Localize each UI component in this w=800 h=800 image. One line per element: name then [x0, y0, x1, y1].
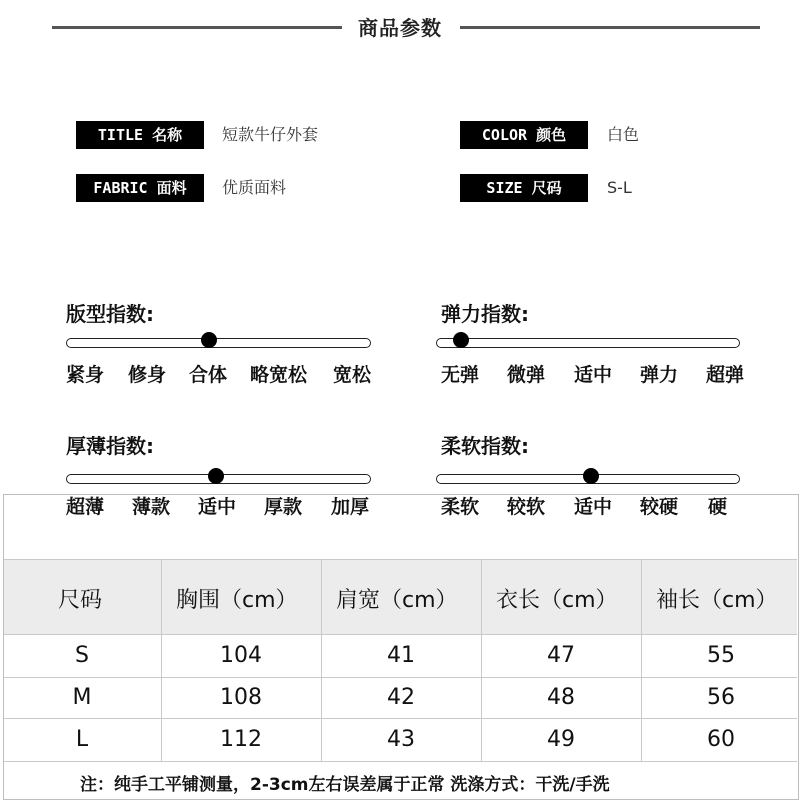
title-label: TITLE 名称	[76, 121, 204, 149]
table-cell: 48	[547, 685, 575, 710]
softness-index-title: 柔软指数:	[441, 434, 529, 458]
table-cell: 42	[387, 685, 415, 710]
table-col-divider	[481, 559, 482, 761]
table-col-divider	[321, 559, 322, 761]
header-divider-right	[460, 26, 760, 29]
table-row-divider	[4, 718, 797, 719]
fit-label-1: 修身	[128, 364, 167, 386]
elasticity-index-title: 弹力指数:	[441, 302, 529, 326]
softness-label-1: 较软	[507, 496, 546, 518]
fit-label-3: 略宽松	[250, 364, 308, 386]
table-cell: 49	[547, 727, 575, 752]
table-col-divider	[641, 559, 642, 761]
size-label: SIZE 尺码	[460, 174, 588, 202]
table-cell: 43	[387, 727, 415, 752]
table-cell: M	[72, 685, 92, 710]
elasticity-label-4: 超弹	[706, 364, 745, 386]
table-row-divider	[4, 677, 797, 678]
table-cell: 55	[707, 643, 735, 668]
table-row-divider	[4, 761, 797, 762]
table-header-length: 衣长（cm）	[496, 588, 618, 613]
elasticity-label-0: 无弹	[441, 364, 480, 386]
thickness-label-0: 超薄	[66, 496, 105, 518]
fit-index-knob	[201, 332, 217, 348]
fit-label-4: 宽松	[333, 364, 372, 386]
table-row-divider	[4, 559, 797, 560]
table-cell: 47	[547, 643, 575, 668]
thickness-label-3: 厚款	[264, 496, 303, 518]
fabric-value: 优质面料	[222, 178, 287, 197]
table-cell: S	[75, 643, 89, 668]
table-header-sleeve: 袖长（cm）	[656, 588, 778, 613]
color-value: 白色	[607, 125, 640, 144]
fit-label-2: 合体	[189, 364, 228, 386]
fabric-label: FABRIC 面料	[76, 174, 204, 202]
thickness-label-4: 加厚	[331, 496, 370, 518]
table-cell: 104	[220, 643, 262, 668]
thickness-label-2: 适中	[198, 496, 237, 518]
elasticity-index-track	[436, 338, 740, 348]
softness-label-0: 柔软	[441, 496, 480, 518]
softness-label-2: 适中	[574, 496, 613, 518]
size-value: S-L	[607, 178, 632, 197]
elasticity-label-3: 弹力	[640, 364, 679, 386]
title-value: 短款牛仔外套	[222, 125, 319, 144]
thickness-label-1: 薄款	[132, 496, 171, 518]
table-cell: 112	[220, 727, 262, 752]
elasticity-label-1: 微弹	[507, 364, 546, 386]
elasticity-label-2: 适中	[574, 364, 613, 386]
table-header-size: 尺码	[58, 588, 103, 613]
fit-label-0: 紧身	[66, 364, 105, 386]
table-cell: L	[75, 727, 89, 752]
thickness-index-knob	[208, 468, 224, 484]
color-label: COLOR 颜色	[460, 121, 588, 149]
thickness-index-title: 厚薄指数:	[66, 434, 154, 458]
table-cell: 108	[220, 685, 262, 710]
table-cell: 60	[707, 727, 735, 752]
table-header-chest: 胸围（cm）	[176, 588, 298, 613]
softness-label-4: 硬	[708, 496, 728, 518]
softness-label-3: 较硬	[640, 496, 679, 518]
table-cell: 56	[707, 685, 735, 710]
table-cell: 41	[387, 643, 415, 668]
table-row-divider	[4, 634, 797, 635]
elasticity-index-knob	[453, 332, 469, 348]
header-divider-left	[52, 26, 342, 29]
page-title: 商品参数	[358, 16, 442, 40]
softness-index-knob	[583, 468, 599, 484]
table-col-divider	[161, 559, 162, 761]
table-header-shoulder: 肩宽（cm）	[336, 588, 458, 613]
fit-index-track	[66, 338, 371, 348]
fit-index-title: 版型指数:	[66, 302, 154, 326]
measurement-note: 注：纯手工平铺测量，2-3cm左右误差属于正常 洗涤方式：干洗/手洗	[80, 775, 610, 795]
